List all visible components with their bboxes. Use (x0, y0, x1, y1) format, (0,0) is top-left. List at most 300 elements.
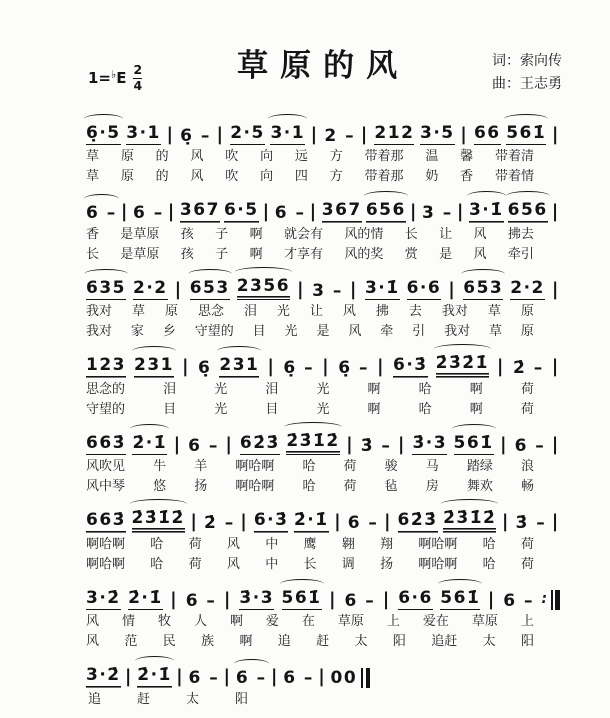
barline: | (262, 201, 271, 222)
slur-arc (506, 191, 550, 201)
key-note: E (116, 69, 127, 87)
lyric-syllable: 啊哈啊 (418, 556, 458, 572)
lyric-syllable: 草原 (337, 614, 364, 630)
lyrics-row-1 (86, 537, 560, 553)
lyric-syllable: 守望的 (86, 401, 126, 417)
lyric-syllable: 原 (120, 149, 134, 165)
lyric-syllable: 才享有 (283, 246, 323, 262)
lyric-syllable: 浪 (520, 459, 534, 475)
note-token: 3̇ – (360, 435, 392, 456)
lyric-syllable: 目 (163, 401, 177, 417)
note-token: 6̣ – (180, 125, 211, 146)
key-signature (88, 64, 142, 92)
note-token: 2̇·1̇ (137, 666, 172, 688)
barline: | (173, 433, 182, 455)
barline: | (496, 356, 505, 377)
note-token: 231 (134, 356, 174, 378)
slur-arc (217, 346, 261, 356)
time-signature (133, 64, 142, 92)
note-token: 212 (374, 124, 414, 146)
barline: | (448, 278, 457, 300)
notation-row (86, 498, 560, 533)
barline: | (382, 588, 391, 610)
barline: | (456, 201, 465, 222)
lyric-syllable: 太 (482, 634, 496, 650)
system-6 (86, 498, 560, 574)
note-token: 2̇ – (203, 513, 235, 533)
lyric-syllable: 光 (276, 304, 290, 320)
lyric-syllable: 风中琴 (86, 479, 126, 495)
notation-row (86, 575, 560, 610)
barline: | (297, 278, 306, 300)
note-token: 3·1 (126, 124, 161, 146)
lyric-syllable: 拂 (375, 304, 389, 320)
barline: | (267, 356, 276, 377)
note-token: 6̣·5 (86, 124, 121, 146)
lyric-syllable: 牵 (380, 324, 394, 340)
lyrics-row-1 (86, 382, 560, 398)
lyric-syllable: 风 (348, 324, 362, 340)
note-token: 6̣ (198, 358, 212, 378)
lyric-syllable: 就会有 (283, 226, 323, 242)
lyrics-row-1 (86, 304, 560, 320)
note-token: 3 – (312, 280, 343, 301)
lyric-syllable: 让 (439, 226, 453, 242)
barline: | (181, 356, 191, 377)
lyric-syllable: 我对 (441, 304, 468, 320)
note-token: 6·5 (224, 201, 259, 223)
lyrics-row-1 (86, 614, 560, 630)
note-token: 6 – (503, 590, 535, 611)
lyric-syllable: 光 (284, 324, 298, 340)
lyric-syllable: 中 (265, 536, 279, 552)
barline: | (223, 666, 232, 687)
thin-bar (551, 590, 553, 610)
barline: | (551, 433, 560, 455)
barline: | (216, 123, 225, 145)
note-token: 3̇ – (515, 513, 547, 533)
note-token: 6 – (188, 668, 220, 688)
note-token: 6 – (344, 590, 376, 611)
lyric-syllable: 追赶 (431, 634, 458, 650)
note-token: 6 – (188, 435, 219, 456)
lyric-syllable: 四 (294, 169, 308, 185)
barline: | (397, 433, 406, 455)
lyric-syllable: 情 (121, 614, 135, 630)
lyrics-row-1 (86, 692, 560, 708)
note-token: 6 – (274, 203, 306, 223)
lyric-syllable: 光 (316, 381, 330, 397)
notation-row (86, 343, 560, 378)
lyric-syllable: 荷 (520, 536, 534, 552)
barline: | (166, 123, 175, 145)
lyric-syllable: 带着那 (364, 149, 404, 165)
lyric-syllable: 草 (131, 304, 145, 320)
lyrics-row-2 (86, 634, 560, 650)
lyric-syllable: 风 (190, 169, 204, 185)
lyric-syllable: 草 (86, 169, 100, 185)
note-token: 6 – (347, 513, 379, 533)
slur-arc (434, 344, 491, 354)
lyric-syllable: 方 (329, 149, 343, 165)
lyrics-row-2 (86, 247, 560, 263)
score (0, 96, 610, 708)
lyric-syllable: 温 (425, 149, 439, 165)
lyrics-row-1 (86, 149, 560, 165)
lyric-syllable: 追 (88, 691, 102, 707)
lyrics-row-1 (86, 459, 560, 475)
lyric-syllable: 让 (309, 304, 323, 320)
lyric-syllable: 赶 (316, 634, 330, 650)
lyric-syllable: 光 (214, 381, 228, 397)
lyric-syllable: 香 (86, 226, 100, 242)
lyric-syllable: 踏绿 (466, 459, 493, 475)
barline: | (500, 433, 509, 455)
lyric-syllable: 方 (329, 169, 343, 185)
lyric-syllable: 香 (460, 169, 474, 185)
lyric-syllable: 牛 (153, 459, 167, 475)
lyric-syllable: 风 (190, 149, 204, 165)
lyric-syllable: 带着情 (494, 169, 534, 185)
slur-arc (467, 191, 506, 201)
lyrics-row-1 (86, 227, 560, 243)
barline: | (551, 278, 560, 300)
barline: | (270, 666, 279, 687)
lyric-syllable: 悠 (153, 479, 167, 495)
note-token: 231 (219, 356, 259, 378)
lyric-syllable: 风的情 (344, 226, 384, 242)
barline: | (322, 356, 331, 377)
lyric-syllable: 原 (520, 304, 534, 320)
lyric-syllable: 哈 (482, 556, 496, 572)
barline: | (120, 201, 129, 222)
barline: | (376, 356, 386, 377)
note-token: 2̇3̇1̇2̇ (443, 509, 496, 533)
note-token: 663̇ (86, 434, 126, 456)
barline: | (551, 123, 560, 145)
note-token: 2̇·1̇ (128, 589, 163, 611)
lyric-syllable: 荷 (343, 479, 357, 495)
lyric-syllable: 哈 (150, 556, 164, 572)
slur-arc (504, 114, 548, 124)
barline: | (409, 201, 418, 222)
lyric-syllable: 原 (164, 304, 178, 320)
note-token: 6 – (86, 204, 117, 223)
lyric-syllable: 馨 (460, 149, 474, 165)
lyric-syllable: 目 (265, 401, 279, 417)
lyric-syllable: 啊 (249, 226, 263, 242)
composer-credit: 曲：王志勇 (492, 76, 562, 93)
lyric-syllable: 啊 (229, 614, 243, 630)
lyric-syllable: 孩 (180, 226, 194, 242)
lyrics-row-2 (86, 402, 560, 418)
barline: | (328, 588, 338, 610)
lyrics-row-2 (86, 557, 560, 573)
lyric-syllable: 荷 (520, 556, 534, 572)
lyric-syllable: 风 (86, 614, 100, 630)
lyric-syllable: 风 (342, 304, 356, 320)
lyric-syllable: 啊 (469, 401, 483, 417)
system-1 (86, 110, 560, 186)
note-token: 6̣ – (283, 358, 315, 378)
thick-bar (555, 590, 560, 610)
lyric-syllable: 哈 (418, 401, 432, 417)
lyric-syllable: 哈 (302, 459, 316, 475)
lyric-syllable: 去 (408, 304, 422, 320)
lyric-syllable: 骏 (384, 459, 398, 475)
note-token: 635 (86, 279, 126, 301)
barline: | (223, 588, 232, 610)
barline: | (383, 511, 393, 532)
lyric-syllable: 草 (86, 149, 100, 165)
lyric-syllable: 翱 (341, 536, 355, 552)
slur-arc (461, 269, 505, 279)
note-token: 663̇ (86, 511, 126, 533)
slur-arc (188, 269, 232, 279)
lyric-syllable: 牵引 (507, 246, 534, 262)
barline: | (170, 588, 179, 610)
note-token: 2̇3̇1̇2̇ (132, 509, 185, 533)
lyric-syllable: 风 (86, 634, 100, 650)
barline: | (167, 201, 176, 222)
flat-icon: ♭ (111, 68, 117, 81)
note-token: 66 (474, 124, 501, 146)
lyric-syllable: 哈 (302, 479, 316, 495)
note-token: 6·6 (398, 589, 433, 611)
slur-arc (452, 424, 496, 434)
lyric-syllable: 啊哈啊 (235, 459, 275, 475)
lyric-syllable: 我对 (86, 324, 113, 340)
slur-arc (268, 114, 307, 124)
lyric-syllable: 啊哈啊 (86, 536, 126, 552)
notation-row (86, 265, 560, 300)
barline: | (318, 666, 327, 687)
lyric-syllable: 啊哈啊 (418, 536, 458, 552)
note-token: 3 – (422, 203, 453, 223)
lyric-syllable: 扬 (194, 479, 208, 495)
lyric-syllable: 舞欢 (466, 479, 493, 495)
slur-arc (234, 659, 269, 669)
lyric-syllable: 翔 (380, 536, 394, 552)
note-token: 3·2̇ (86, 666, 121, 688)
note-token: 3·2̇ (86, 589, 121, 611)
system-8 (86, 653, 560, 708)
lyric-syllable: 风 (226, 536, 240, 552)
lyric-syllable: 啊 (469, 381, 483, 397)
lyric-syllable: 风吹见 (86, 459, 126, 475)
note-token: 2̇3̇1̇2̇ (286, 432, 339, 456)
note-token: 6̣ – (338, 358, 369, 378)
note-token: 62̇3̇ (240, 434, 280, 456)
lyric-syllable: 上 (520, 614, 534, 630)
note-token: 123 (86, 356, 126, 378)
note-token: 561̇ (282, 589, 322, 611)
note-token: 656 (508, 201, 548, 223)
lyrics-row-2 (86, 169, 560, 185)
slur-arc (280, 579, 324, 589)
note-token: 367 (180, 201, 220, 223)
note-token: 653 (463, 279, 503, 301)
system-3 (86, 265, 560, 341)
lyric-syllable: 鹰 (303, 536, 317, 552)
note-token: 3·1̇ (365, 279, 400, 301)
lyricist-credit: 词：索向传 (492, 53, 562, 69)
lyric-syllable: 风 (226, 556, 240, 572)
note-token: 3·1 (270, 124, 305, 146)
slur-arc (84, 269, 128, 279)
key-prefix: 1= (88, 69, 112, 87)
note-token: 6·3̇ (254, 511, 289, 533)
lyric-syllable: 带着清 (494, 149, 534, 165)
note-token: 653 (190, 279, 230, 301)
note-token: 2̇·1̇ (294, 511, 329, 533)
lyric-syllable: 乡 (162, 324, 176, 340)
lyric-syllable: 远 (294, 149, 308, 165)
lyric-syllable: 守望的 (194, 324, 234, 340)
lyric-syllable: 长 (86, 246, 100, 262)
lyric-syllable: 族 (201, 634, 215, 650)
lyric-syllable: 羊 (194, 459, 208, 475)
lyrics-row-2 (86, 479, 560, 495)
lyric-syllable: 拂去 (507, 226, 534, 242)
lyric-syllable: 范 (124, 634, 138, 650)
barline: | (487, 588, 496, 610)
lyric-syllable: 原 (120, 169, 134, 185)
lyric-syllable: 光 (214, 401, 228, 417)
lyric-syllable: 是 (316, 324, 330, 340)
slur-arc (284, 422, 341, 432)
lyric-syllable: 爱 (265, 614, 279, 630)
barline: | (240, 511, 249, 532)
lyric-syllable: 荷 (188, 536, 202, 552)
barline: | (360, 123, 369, 145)
lyric-syllable: 啊 (249, 246, 263, 262)
lyric-syllable: 草 (488, 324, 502, 340)
note-token: 656 (366, 201, 406, 223)
lyric-syllable: 泪 (243, 304, 257, 320)
lyric-syllable: 牧 (157, 614, 171, 630)
note-token: 2·2 (510, 279, 545, 301)
lyric-syllable: 光 (316, 401, 330, 417)
slur-arc (364, 191, 408, 201)
note-token: 6 – (514, 435, 546, 456)
note-token: 561̇ (506, 124, 546, 146)
meter-numerator: 2 (133, 62, 143, 77)
note-token: 6 – (283, 668, 314, 688)
note-token: 3̇·3 (412, 434, 447, 456)
thin-bar (361, 668, 363, 688)
lyric-syllable: 是 (439, 246, 453, 262)
lyric-syllable: 子 (215, 226, 229, 242)
lyric-syllable: 奶 (425, 169, 439, 185)
system-5 (86, 420, 560, 496)
note-token: 2̇3̇2̇1̇ (436, 354, 489, 378)
slur-arc (130, 424, 169, 434)
lyric-syllable: 原 (520, 324, 534, 340)
note-token: 2·5 (230, 124, 265, 146)
lyric-syllable: 啊 (367, 381, 381, 397)
lyric-syllable: 是草原 (120, 246, 160, 262)
note-token: 6 – (236, 669, 267, 688)
note-token: 561̇ (440, 589, 480, 611)
system-7 (86, 575, 560, 651)
lyrics-row-2 (86, 324, 560, 340)
lyric-syllable: 马 (425, 459, 439, 475)
thick-bar (366, 668, 371, 688)
lyric-syllable: 目 (252, 324, 266, 340)
slur-arc (441, 499, 498, 509)
barline: | (551, 511, 560, 532)
song-title: 草原的风 (237, 48, 410, 84)
lyric-syllable: 吹 (225, 169, 239, 185)
lyric-syllable: 爱在 (422, 614, 449, 630)
lyric-syllable: 啊 (367, 401, 381, 417)
lyric-syllable: 啊 (239, 634, 253, 650)
lyric-syllable: 在 (301, 614, 315, 630)
lyric-syllable: 啊哈啊 (235, 479, 275, 495)
lyric-syllable: 人 (193, 614, 207, 630)
slur-arc (132, 346, 176, 356)
note-token: 3̇·3 (239, 589, 274, 611)
lyric-syllable: 太 (186, 691, 200, 707)
barline: | (174, 278, 183, 300)
system-2 (86, 188, 560, 264)
lyric-syllable: 家 (130, 324, 144, 340)
lyric-syllable: 阳 (392, 634, 406, 650)
lyric-syllable: 吹 (225, 149, 239, 165)
repeat-dots: : (541, 591, 549, 608)
lyric-syllable: 风的奖 (344, 246, 384, 262)
barline: | (551, 201, 560, 222)
slur-arc (84, 194, 119, 204)
lyric-syllable: 风 (473, 226, 487, 242)
barline: | (551, 356, 560, 377)
slur-arc (438, 579, 482, 589)
repeat-end-barline (541, 588, 559, 610)
lyric-syllable: 民 (162, 634, 176, 650)
system-4 (86, 343, 560, 419)
lyric-syllable: 荷 (520, 381, 534, 397)
barline: | (124, 666, 133, 687)
final-barline (361, 666, 370, 688)
lyric-syllable: 向 (260, 149, 274, 165)
lyric-syllable: 扬 (380, 556, 394, 572)
barline: | (346, 433, 355, 455)
lyric-syllable: 带着那 (364, 169, 404, 185)
note-token: 00 (330, 668, 358, 688)
lyric-syllable: 我对 (86, 304, 113, 320)
note-token: 2356 (237, 277, 290, 301)
notation-row (86, 188, 560, 223)
slur-arc (235, 267, 292, 277)
lyric-syllable: 是草原 (120, 226, 160, 242)
slur-arc (135, 656, 174, 666)
note-token: 6 – (185, 590, 217, 611)
lyric-syllable: 孩 (180, 246, 194, 262)
note-token: 6·6 (407, 279, 442, 301)
meter-denominator: 4 (133, 77, 143, 93)
lyric-syllable: 荷 (343, 459, 357, 475)
barline: | (460, 123, 469, 145)
lyric-syllable: 长 (404, 226, 418, 242)
lyric-syllable: 赶 (137, 691, 151, 707)
barline: | (309, 201, 318, 222)
lyric-syllable: 阳 (520, 634, 534, 650)
lyric-syllable: 泪 (265, 381, 279, 397)
note-token: 6 – (132, 203, 164, 223)
lyric-syllable: 草原 (471, 614, 498, 630)
barline: | (225, 433, 234, 455)
